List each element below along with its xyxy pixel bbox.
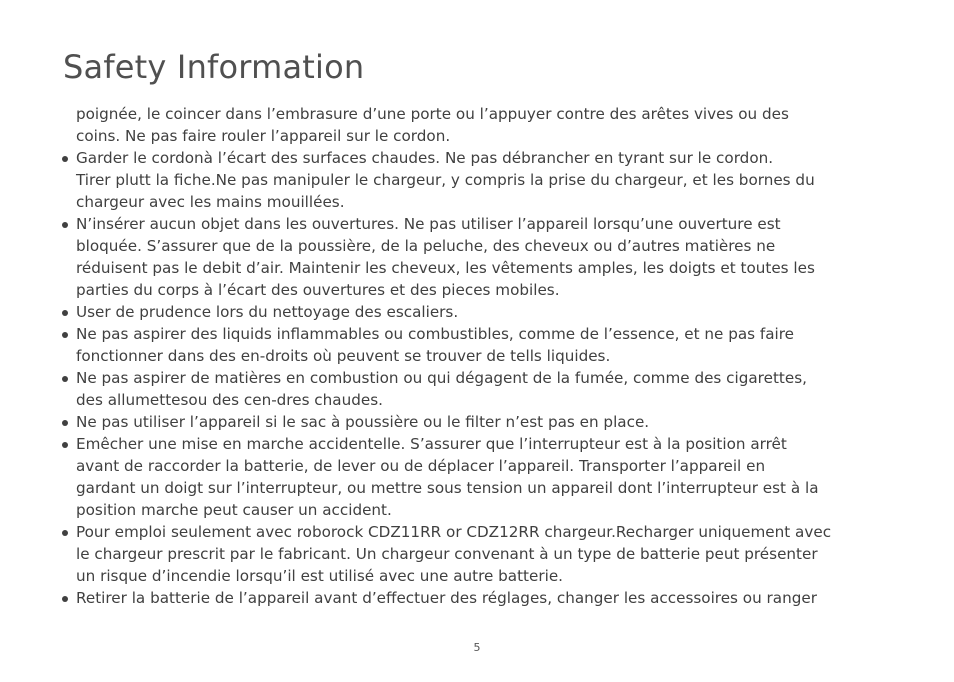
bullet-item xyxy=(62,521,900,587)
bullet-dot-icon xyxy=(62,420,68,426)
text-line: Ne pas utiliser l’appareil si le sac à poussière ou le filter n’est pas en place. xyxy=(76,413,650,431)
text-line: fonctionner dans des en-droits où peuvent se trouver de tells liquides. xyxy=(76,347,611,365)
bullet-item xyxy=(62,213,900,301)
text-line: des allumettesou des cen-dres chaudes. xyxy=(76,391,383,409)
continued-paragraph xyxy=(62,103,900,147)
text-line: Ne pas aspirer des liquids inflammables ou combustibles, comme de l’essence, et ne pas faire xyxy=(76,325,795,343)
bullet-dot-icon xyxy=(62,310,68,316)
bullet-item xyxy=(62,323,900,367)
text-line: gardant un doigt sur l’interrupteur, ou mettre sous tension un appareil dont l’interrupteur est à la xyxy=(76,479,819,497)
bullet-item xyxy=(62,301,900,323)
text-line: N’insérer aucun objet dans les ouvertures. Ne pas utiliser l’appareil lorsqu’une ouverture est xyxy=(76,215,781,233)
text-line: Garder le cordonà l’écart des surfaces chaudes. Ne pas débrancher en tyrant sur le cordon. xyxy=(76,149,774,167)
text-line: réduisent pas le debit d’air. Maintenir les cheveux, les vêtements amples, les doigts et toutes les xyxy=(76,259,815,277)
text-line: User de prudence lors du nettoyage des escaliers. xyxy=(76,303,459,321)
text-line: parties du corps à l’écart des ouvertures et des pieces mobiles. xyxy=(76,281,560,299)
text-line: Pour emploi seulement avec roborock CDZ11RR or CDZ12RR chargeur.Recharger uniquement avec xyxy=(76,523,832,541)
bullet-item xyxy=(62,433,900,521)
text-line: Emêcher une mise en marche accidentelle. S’assurer que l’interrupteur est à la position arrêt xyxy=(76,435,787,453)
bullet-item xyxy=(62,587,900,609)
text-line: avant de raccorder la batterie, de lever ou de déplacer l’appareil. Transporter l’appareil en xyxy=(76,457,766,475)
text-line: chargeur avec les mains mouillées. xyxy=(76,193,345,211)
text-line: poignée, le coincer dans l’embrasure d’une porte ou l’appuyer contre des arêtes vives ou des xyxy=(76,105,789,123)
bullet-item xyxy=(62,367,900,411)
bullet-dot-icon xyxy=(62,332,68,338)
text-line: le chargeur prescrit par le fabricant. Un chargeur convenant à un type de batterie peut présenter xyxy=(76,545,818,563)
bullet-dot-icon xyxy=(62,442,68,448)
text-line: Tirer plutt la fiche.Ne pas manipuler le chargeur, y compris la prise du chargeur, et les bornes du xyxy=(76,171,815,189)
text-line: un risque d’incendie lorsqu’il est utilisé avec une autre batterie. xyxy=(76,567,563,585)
page-title: Safety Information xyxy=(63,48,365,86)
text-line: Ne pas aspirer de matières en combustion ou qui dégagent de la fumée, comme des cigarettes, xyxy=(76,369,807,387)
page-number: 5 xyxy=(473,641,481,654)
text-line: bloquée. S’assurer que de la poussière, de la peluche, des cheveux ou d’autres matières ne xyxy=(76,237,776,255)
bullet-dot-icon xyxy=(62,376,68,382)
text-line: Retirer la batterie de l’appareil avant d’effectuer des réglages, changer les accessoires ou ranger xyxy=(76,589,817,607)
bullet-dot-icon xyxy=(62,156,68,162)
bullet-item xyxy=(62,147,900,213)
bullet-dot-icon xyxy=(62,596,68,602)
bullet-item xyxy=(62,411,900,433)
text-line: coins. Ne pas faire rouler l’appareil sur le cordon. xyxy=(76,127,451,145)
bullet-dot-icon xyxy=(62,530,68,536)
safety-text-body xyxy=(62,103,900,609)
bullet-dot-icon xyxy=(62,222,68,228)
text-line: position marche peut causer un accident. xyxy=(76,501,392,519)
